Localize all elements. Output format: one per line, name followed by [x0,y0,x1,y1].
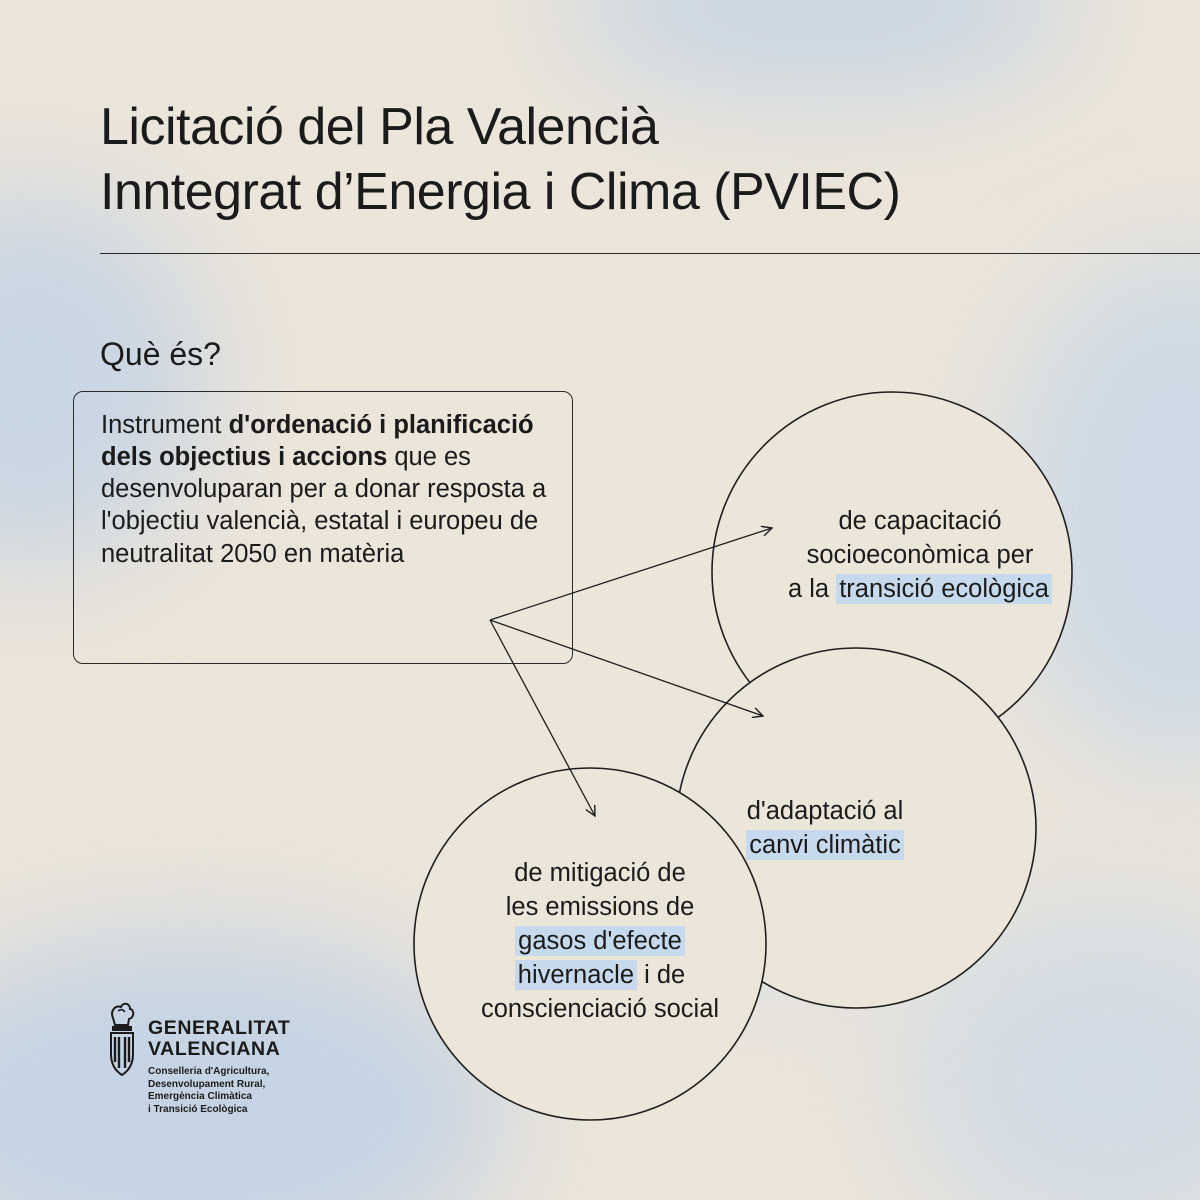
circle-text-line: de capacitació [838,507,1002,535]
circle-text-line [420,925,780,959]
circle-text-line [420,959,780,993]
department-line: Emergència Climàtica [148,1091,252,1102]
circle-text-line: d'adaptació al [746,797,904,825]
circle-text-adaptacio [630,795,1020,863]
org-name-line: VALENCIANA [148,1038,281,1061]
title-line-1: Licitació del Pla Valencià [100,98,659,156]
title-line-2: Inntegrat d’Energia i Clima (PVIEC) [100,163,901,221]
department-line: Conselleria d'Agricultura, [148,1066,270,1077]
org-name-line: GENERALITAT [148,1017,291,1039]
highlighted-term: transició ecològica [836,574,1052,604]
circle-text-line: les emissions de [505,892,695,921]
definition-bold: d'ordenació i planificació dels objectius i accions [101,411,534,472]
circle-text-line: conscienciació social [480,994,720,1023]
definition-text-end: que es desenvoluparan per a donar resposta a l'objectiu valencià, estatal i europeu de neutralitat 2050 en matèria [101,443,547,568]
department-line: i Transició Ecològica [148,1103,248,1115]
org-name [148,1018,290,1061]
definition-text: Instrument [101,411,229,439]
circle-text-line: de mitigació de [514,859,686,887]
circle-text-line: socioeconòmica per [806,540,1034,569]
highlighted-term: gasos d'efecte [515,926,685,956]
department-name [148,1066,269,1116]
circle-text-suffix: i de [637,960,686,989]
section-question: Què és? [100,336,221,372]
arrow-to-adaptacio [490,620,763,716]
crest-icon [106,998,138,1078]
department-line: Desenvolupament Rural, [148,1078,266,1090]
highlighted-term: hivernacle [515,960,637,990]
circle-text-capacitacio [700,505,1140,607]
circle-text-mitigacio [420,857,780,1027]
circle-text-line [700,573,1140,607]
highlighted-term: canvi climàtic [746,830,904,860]
circle-text-prefix: a la [788,574,837,603]
